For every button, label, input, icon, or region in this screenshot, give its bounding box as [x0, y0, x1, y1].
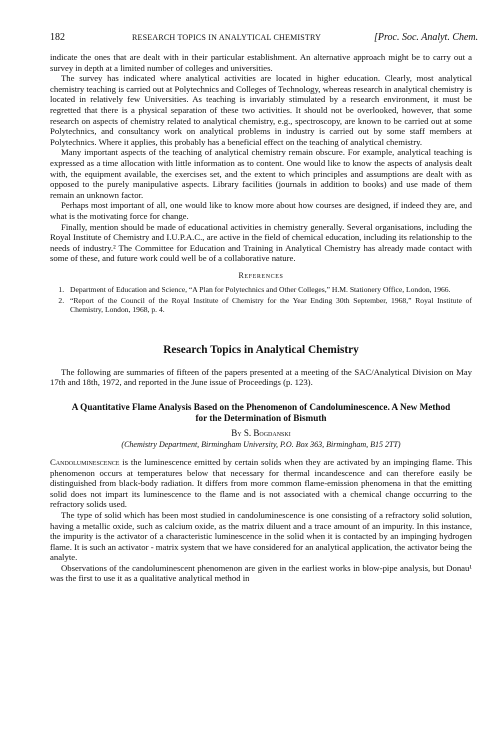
page-header	[50, 32, 479, 52]
body-paragraph-3: Many important aspects of the teaching of analytical chemistry remain obscure. For example, analytical teaching is expressed as a time allocation with little information as to content. One would like to know the aspects of analysis dealt with, the equipment available, the exercises set, and the extent to which principles and assumptions are dealt with as opposed to the purely manipulative aspects. Library facilities (journals in addition to books) and use made of them remain an unknown factor.	[50, 147, 472, 200]
paper-paragraph-1	[50, 457, 472, 510]
body-paragraph-4: Perhaps most important of all, one would like to know more about how courses are designed, if indeed they are, and what is the motivating force for change.	[50, 200, 472, 221]
section-intro: The following are summaries of fifteen of the papers presented at a meeting of the SAC/Analytical Division on May 17th and 18th, 1972, and reported in the June issue of Proceedings (p. 123).	[50, 366, 472, 388]
page-number: 182	[50, 32, 65, 43]
paper-affiliation: (Chemistry Department, Birmingham University, P.O. Box 363, Birmingham, B15 2TT)	[121, 439, 401, 449]
paper-paragraph-2: The type of solid which has been most studied in candoluminescence is one consisting of a refractory solid solution, having a metallic oxide, such as calcium oxide, as the matrix diluent and a trace amount of an impurity. In this instance, the impurity is the activator of a characteristic luminescence in the solid when it is contacted by an impinging hydrogen flame. It is such an activator - matrix system that we have considered for an analytical application, the activator being the analyte.	[50, 509, 472, 563]
reference-item: 2. “Report of the Council of the Royal Institute of Chemistry for the Year Ending 30th September, 1968,” Royal Institute of Chemistry, London, 1968, p. 4.	[66, 296, 472, 315]
running-title: RESEARCH TOPICS IN ANALYTICAL CHEMISTRY	[132, 33, 322, 42]
body-paragraph-2: The survey has indicated where analytical activities are located in higher education. Clearly, most analytical chemistry teaching is carried out at Polytechnics and Colleges of Technology, whereas research in analytical chemistry is located in relatively few Universities. As teaching is invariably stimulated by a research environment, it must be regretted that there is a physical separation of these two activities. It should not be overlooked, however, that some research on aspects of chemistry related to analytical chemistry, e.g., spectroscopy, are known to be carried out at some Polytechnics, and consultancy work on analytical problems in industry is carried out by some staff members at Polytechnics. Where it applies, this probably has a beneficial effect on the teaching of analytical chemistry.	[50, 73, 472, 147]
lead-word: Candoluminescence	[50, 456, 120, 467]
paper-paragraph-3: Observations of the candoluminescent phenomenon are given in the earliest works in blow-pipe analysis, but Donau¹ was the first to use it as a qualitative analytical method in	[50, 562, 472, 584]
reference-item: 1. Department of Education and Science, “A Plan for Polytechnics and Other Colleges,” H.M. Stationery Office, London, 1966.	[66, 285, 472, 294]
references-heading: References	[238, 270, 284, 280]
paper-paragraph-1-text: is the luminescence emitted by certain solids when they are activated by an impinging flame. This phenomenon occurs at temperatures below that necessary for thermal incandescence and can therefore easily be distinguished from black-body radiation. It differs from more common flame-emission phenomena in that the emitting solid does not impart its luminescence to the flame and is not associated with a chemical change occurring to the refractory solids used.	[50, 456, 472, 510]
paper-title: A Quantitative Flame Analysis Based on the Phenomenon of Candoluminescence. A New Method for the Determination of Bismuth	[71, 401, 451, 423]
paper-byline: By S. Bogdanski	[231, 427, 291, 438]
body-paragraph-5: Finally, mention should be made of educational activities in chemistry generally. Several organisations, including the Royal Institute of Chemistry and I.U.P.A.C., are active in the field of chemical education, including its relationship to the needs of industry.² The Committee for Education and Training in Analytical Chemistry has already made contact with some of these, and future work could well be of a collaborative nature.	[50, 221, 472, 264]
section-title: Research Topics in Analytical Chemistry	[163, 343, 359, 356]
journal-name: [Proc. Soc. Analyt. Chem.	[374, 32, 479, 43]
body-paragraph-1: indicate the ones that are dealt with in their particular establishment. An alternative approach might be to carry out a survey in depth at a limited number of colleges and universities.	[50, 52, 472, 73]
references-list	[50, 285, 472, 315]
